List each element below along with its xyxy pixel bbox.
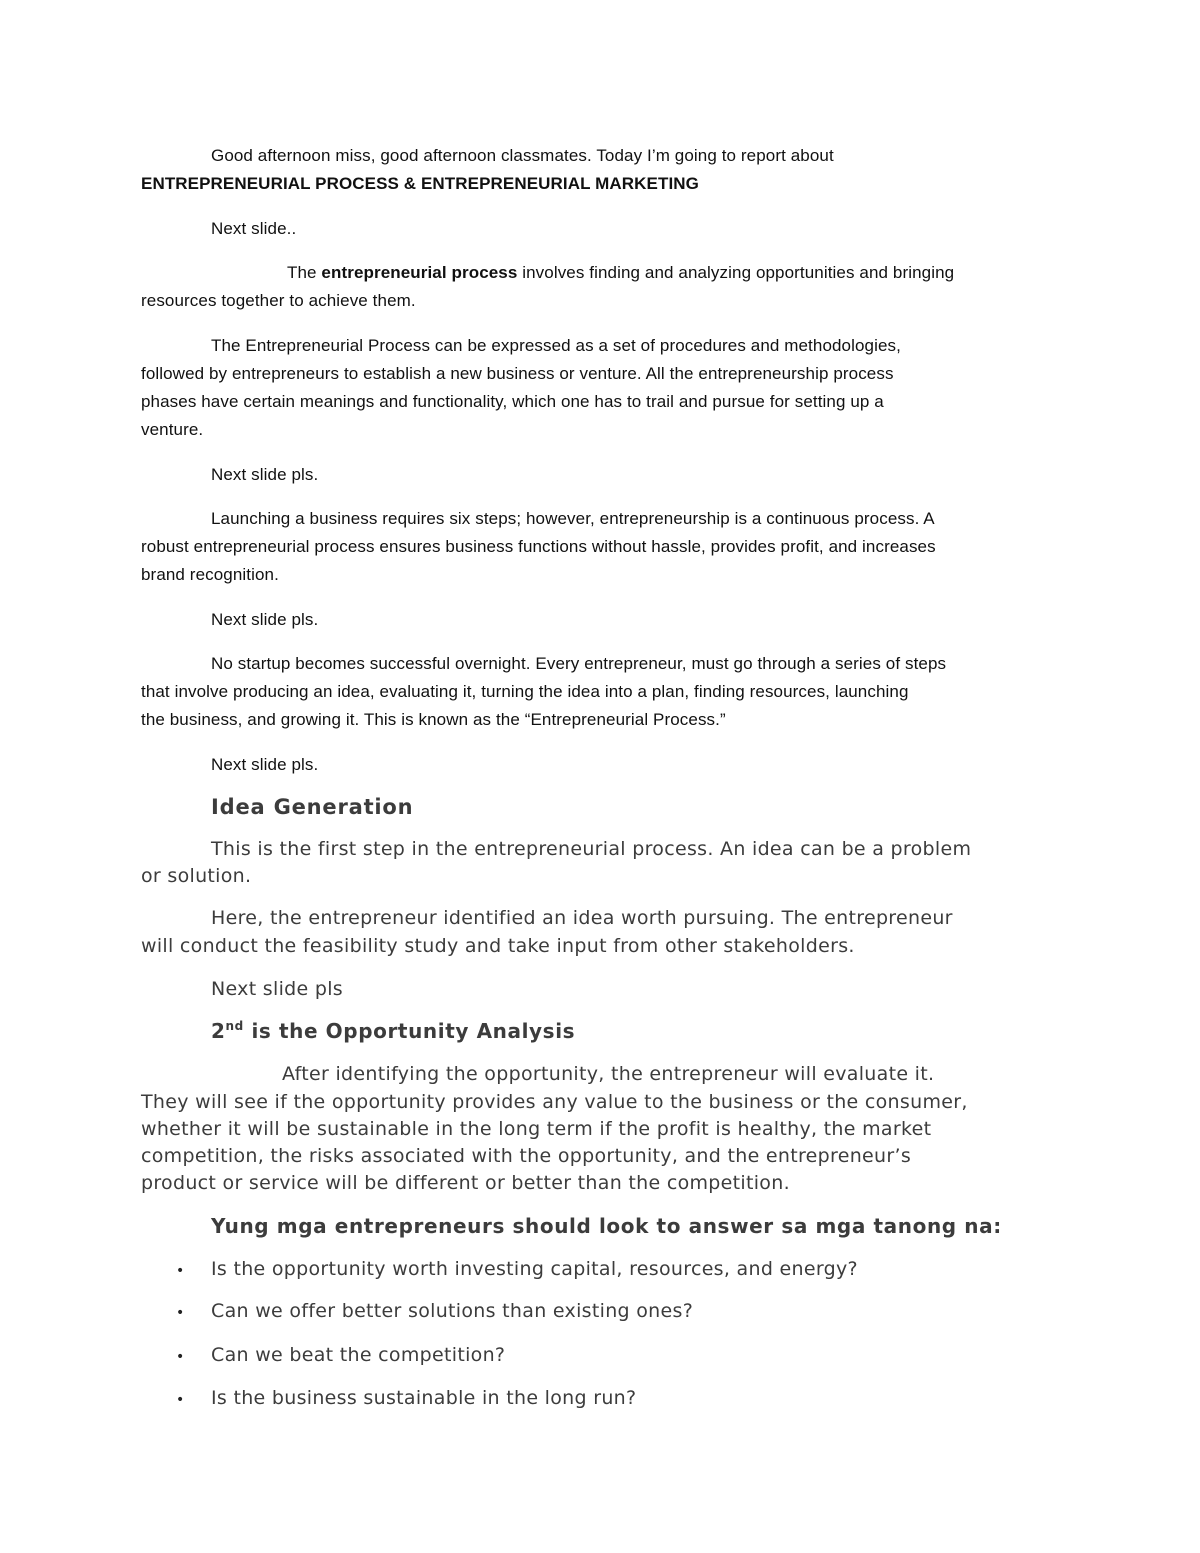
paragraph-line: will conduct the feasibility study and take input from other stakeholders.: [141, 935, 855, 957]
paragraph-line: This is the first step in the entrepreneurial process. An idea can be a problem: [211, 838, 972, 860]
section-heading-opportunity-analysis: [211, 1021, 575, 1041]
bullet-icon: •: [176, 1263, 185, 1279]
definition-line-1: [287, 264, 954, 281]
greeting-text: Good afternoon miss, good afternoon classmates. Today I’m going to report about: [211, 146, 834, 165]
paragraph-line: the business, and growing it. This is known as the “Entrepreneurial Process.”: [141, 710, 726, 729]
list-item: Can we offer better solutions than existing ones?: [211, 1300, 694, 1322]
paragraph-line: venture.: [141, 420, 204, 439]
heading-ordinal-suffix: nd: [225, 1019, 244, 1033]
paragraph-line: product or service will be different or better than the competition.: [141, 1172, 790, 1194]
next-slide-note: Next slide pls: [211, 978, 343, 1000]
next-slide-note: Next slide pls.: [211, 465, 319, 484]
paragraph-line: robust entrepreneurial process ensures business functions without hassle, provides profit, and increases: [141, 537, 936, 556]
next-slide-note: Next slide pls.: [211, 755, 319, 774]
paragraph-line: or solution.: [141, 865, 252, 887]
paragraph-line: No startup becomes successful overnight. Every entrepreneur, must go through a series of steps: [211, 654, 947, 673]
paragraph-line: phases have certain meanings and functionality, which one has to trail and pursue for setting up a: [141, 392, 884, 411]
heading-text: is the Opportunity Analysis: [243, 1019, 576, 1043]
list-item: Can we beat the competition?: [211, 1344, 506, 1366]
definition-lead: The: [287, 263, 322, 282]
paragraph-line: Launching a business requires six steps; however, entrepreneurship is a continuous process. A: [211, 509, 935, 528]
definition-line-2: resources together to achieve them.: [141, 291, 416, 310]
bullet-icon: •: [176, 1349, 185, 1365]
paragraph-line: that involve producing an idea, evaluating it, turning the idea into a plan, finding resources, launching: [141, 682, 909, 701]
definition-term: entrepreneurial process: [321, 263, 518, 282]
section-heading-idea-generation: Idea Generation: [211, 795, 414, 819]
definition-rest: involves finding and analyzing opportunities and bringing: [517, 263, 955, 282]
heading-number: 2: [211, 1019, 226, 1043]
list-item: Is the business sustainable in the long run?: [211, 1387, 637, 1409]
paragraph-line: brand recognition.: [141, 565, 279, 584]
questions-heading: Yung mga entrepreneurs should look to answer sa mga tanong na:: [211, 1214, 1002, 1238]
bullet-icon: •: [176, 1392, 185, 1408]
next-slide-note: Next slide pls.: [211, 610, 319, 629]
list-item: Is the opportunity worth investing capital, resources, and energy?: [211, 1258, 858, 1280]
next-slide-note: Next slide..: [211, 219, 297, 238]
paragraph-line: They will see if the opportunity provides any value to the business or the consumer,: [141, 1091, 968, 1113]
report-topic: ENTREPRENEURIAL PROCESS & ENTREPRENEURIAL MARKETING: [141, 174, 699, 193]
paragraph-line: followed by entrepreneurs to establish a new business or venture. All the entrepreneurship process: [141, 364, 894, 383]
paragraph-line: The Entrepreneurial Process can be expressed as a set of procedures and methodologies,: [211, 336, 901, 355]
paragraph-line: whether it will be sustainable in the long term if the profit is healthy, the market: [141, 1118, 932, 1140]
bullet-icon: •: [176, 1305, 185, 1321]
paragraph-line: Here, the entrepreneur identified an idea worth pursuing. The entrepreneur: [211, 907, 953, 929]
paragraph-line: competition, the risks associated with the opportunity, and the entrepreneur’s: [141, 1145, 912, 1167]
paragraph-line: After identifying the opportunity, the entrepreneur will evaluate it.: [282, 1063, 935, 1085]
